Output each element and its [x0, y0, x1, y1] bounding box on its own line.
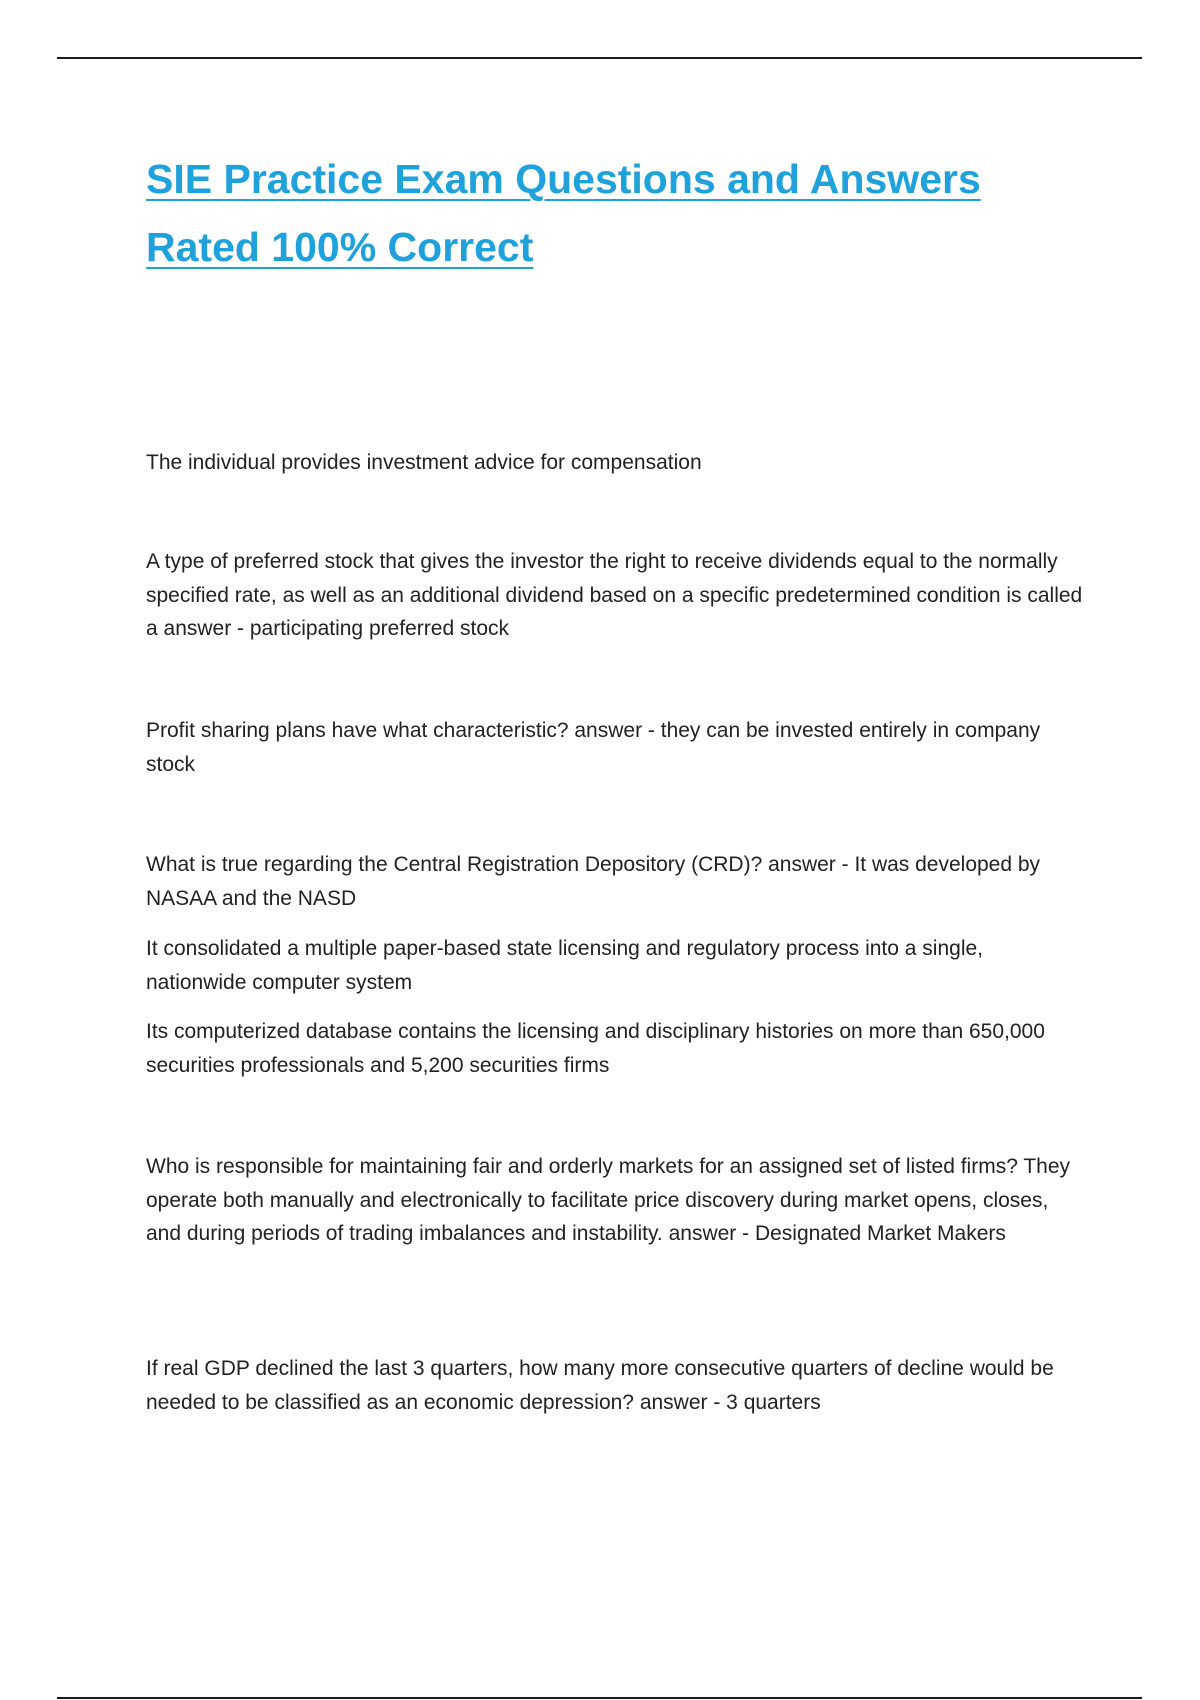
title-line-1: SIE Practice Exam Questions and Answers [146, 156, 981, 202]
paragraph-7: Who is responsible for maintaining fair and orderly markets for an assigned set of listed firms? They operate both manually and electronically to facilitate price discovery during market opens, closes, and during periods of trading imbalances and instability. answer - Designated Market Makers [146, 1155, 1071, 1245]
document-title[interactable] [146, 145, 1046, 281]
paragraph-8: If real GDP declined the last 3 quarters, how many more consecutive quarters of decline would be needed to be classified as an economic depression? answer - 3 quarters [146, 1357, 1054, 1414]
paragraph-5: It consolidated a multiple paper-based state licensing and regulatory process into a single, nationwide computer system [146, 937, 983, 994]
paragraph-6: Its computerized database contains the licensing and disciplinary histories on more than 650,000 securities professionals and 5,200 securities firms [146, 1020, 1045, 1077]
paragraph-4: What is true regarding the Central Registration Depository (CRD)? answer - It was developed by NASAA and the NASD [146, 853, 1041, 910]
title-line-2: Rated 100% Correct [146, 224, 534, 270]
paragraph-2: A type of preferred stock that gives the investor the right to receive dividends equal to the normally specified rate, as well as an additional dividend based on a specific predetermined condition is called a answer - participating preferred stock [146, 550, 1083, 640]
footer-rule [57, 1697, 1142, 1699]
paragraph-3: Profit sharing plans have what characteristic? answer - they can be invested entirely in company stock [146, 719, 1041, 776]
paragraph-1: The individual provides investment advice for compensation [146, 451, 702, 474]
header-rule [57, 57, 1142, 59]
